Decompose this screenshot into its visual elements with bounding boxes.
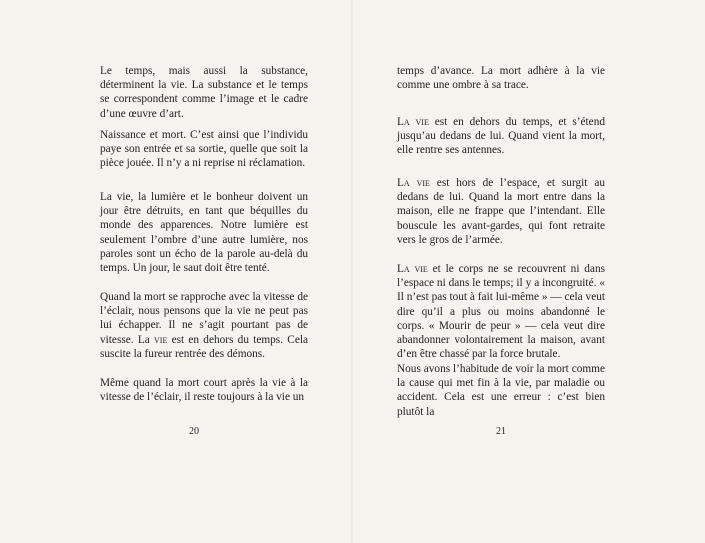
left-paragraph-3: La vie, la lumière et le bonheur doivent un jour être détruits, en tant que béquilles du monde des apparences. Notre lumière est seulement l’ombre d’une autre lumière, nos paroles sont un écho de la parole au-delà du temps. Un jour, le saut doit être tenté. <box>100 191 308 275</box>
right-paragraph-3 <box>397 176 605 247</box>
right-p4-smallcaps: La vie <box>397 263 428 275</box>
right-p4-text: et le corps ne se recouvrent ni dans l’espace ni dans le temps; il y a incongruité. « Il n’est pas tout à fait lui-même » — cela veut dire qu’il a plus ou moins abandonné le corps. « Mourir de peur » — cela veut dire abandonner volontairement la maison, avant d’en être chassé par la force brutale. <box>397 263 605 361</box>
left-paragraph-2: Naissance et mort. C’est ainsi que l’individu paye son entrée et sa sortie, quelle que soit la pièce jouée. Il n’y a ni reprise ni réclamation. <box>100 129 308 170</box>
left-paragraph-5: Même quand la mort court après la vie à la vitesse de l’éclair, il reste toujours à la vie un <box>100 377 308 404</box>
page-number-left: 20 <box>189 426 199 437</box>
left-p4-text-a: Quand la mort se rapproche avec la vitesse de l’éclair, nous pensons que la vie ne peut pas lui échapper. Il ne s’agit pourtant pas de vitesse. La <box>100 291 308 346</box>
left-paragraph-4 <box>100 290 308 361</box>
right-paragraph-4 <box>397 262 605 361</box>
right-paragraph-2 <box>397 115 605 158</box>
right-p3-smallcaps: La vie <box>397 177 430 189</box>
right-p2-smallcaps: La vie <box>397 116 429 128</box>
left-page <box>0 0 352 543</box>
right-paragraph-1: temps d’avance. La mort adhère à la vie comme une ombre à sa trace. <box>397 65 605 92</box>
right-p2-text: est en dehors du temps, et s’étend jusqu’au dedans de lui. Quand vient la mort, elle rentre ses antennes. <box>397 116 605 157</box>
left-paragraph-1: Le temps, mais aussi la substance, déterminent la vie. La substance et le temps se correspondent comme l’image et le cadre d’une œuvre d’art. <box>100 65 308 120</box>
right-paragraph-5: Nous avons l’habitude de voir la mort comme la cause qui met fin à la vie, par maladie ou accident. Cela est une erreur : c’est bien plutôt la <box>397 363 605 418</box>
left-p4-smallcaps: vie <box>154 333 168 346</box>
right-p3-text: est hors de l’espace, et surgit au dedans de lui. Quand la mort entre dans la maison, elle ne frappe que l’intendant. Elle bouscule les avant-gardes, qui font retraite vers le gros de l’armée. <box>397 177 605 246</box>
left-p4-text-b: est en dehors du temps. Cela suscite la fureur rentrée des démons. <box>100 333 308 360</box>
page-number-right: 21 <box>496 426 506 437</box>
right-page <box>353 0 705 543</box>
